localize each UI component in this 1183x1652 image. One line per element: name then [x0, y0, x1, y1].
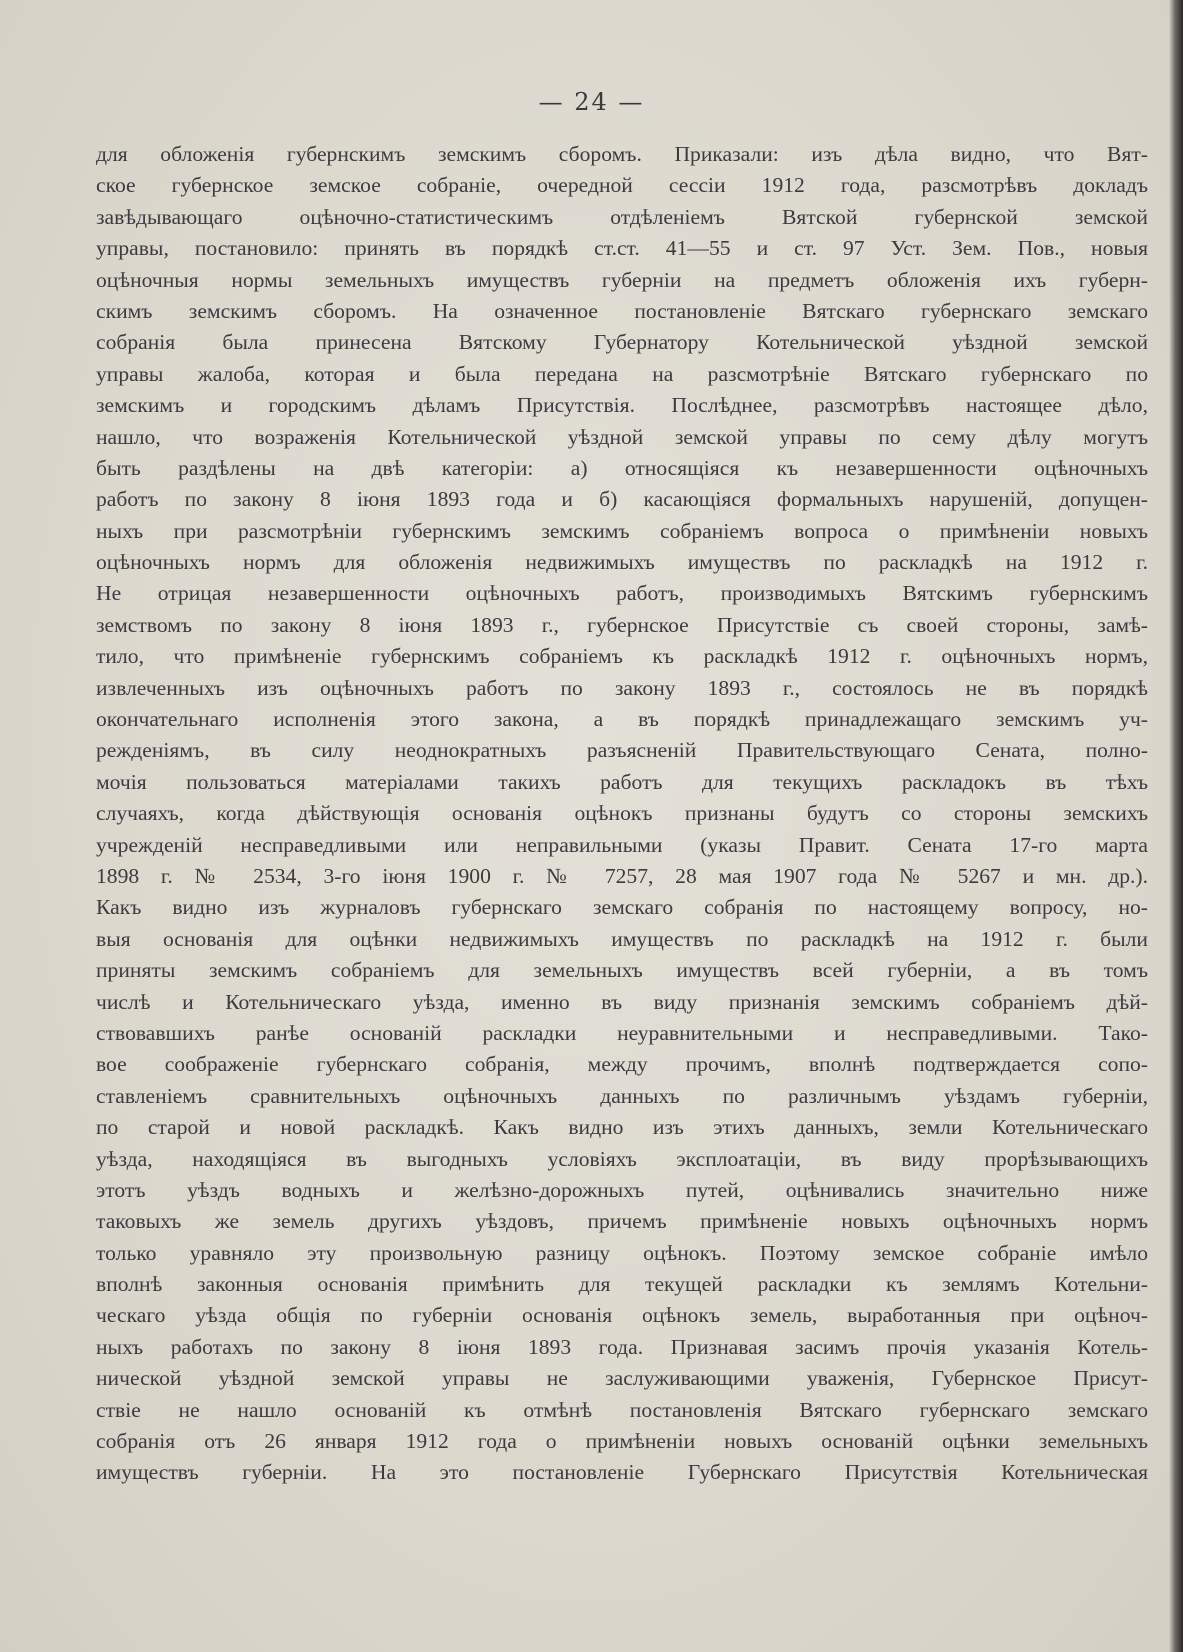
text-line: тило, что примѣненіе губернскимъ собраніемъ къ раскладкѣ 1912 г. оцѣночныхъ нормъ,: [96, 644, 1148, 669]
text-line: Не отрицая незавершенности оцѣночныхъ работъ, производимыхъ Вятскимъ губернскимъ: [96, 581, 1148, 606]
text-line: земскимъ и городскимъ дѣламъ Присутствія. Послѣднее, разсмотрѣвъ настоящее дѣло,: [96, 393, 1148, 418]
text-line: скимъ земскимъ сборомъ. На означенное постановленіе Вятскаго губернскаго земскаго: [96, 298, 1148, 323]
text-line: оцѣночныхъ нормъ для обложенія недвижимыхъ имуществъ по раскладкѣ на 1912 г.: [96, 550, 1148, 575]
text-line: случаяхъ, когда дѣйствующія основанія оцѣнокъ признаны будутъ со стороны земскихъ: [96, 801, 1148, 826]
text-line: имуществъ губерніи. На это постановленіе Губернскаго Присутствія Котельническая: [96, 1460, 1148, 1485]
text-line: ставленіемъ сравнительныхъ оцѣночныхъ данныхъ по различнымъ уѣздамъ губерніи,: [96, 1083, 1148, 1108]
text-line: ское губернское земское собраніе, очередной сессіи 1912 года, разсмотрѣвъ докладъ: [96, 173, 1148, 198]
text-line: ствіе не нашло основаній къ отмѣнѣ постановленія Вятскаго губернскаго земскаго: [96, 1397, 1148, 1422]
text-line: управы, постановило: принять въ порядкѣ ст.ст. 41—55 и ст. 97 Уст. Зем. Пов., новыя: [96, 236, 1148, 261]
text-line: ныхъ работахъ по закону 8 іюня 1893 года. Признавая засимъ прочія указанія Котель-: [96, 1334, 1148, 1359]
text-line: управы жалоба, которая и была передана на разсмотрѣніе Вятскаго губернскаго по: [96, 361, 1148, 386]
text-line: режденіямъ, въ силу неоднократныхъ разъясненій Правительствующаго Сената, полно-: [96, 738, 1148, 763]
page-edge-shadow: [1169, 0, 1183, 1652]
text-line: 1898 г. № 2534, 3-го іюня 1900 г. № 7257, 28 мая 1907 года № 5267 и мн. др.).: [96, 863, 1148, 888]
text-line: этотъ уѣздъ водныхъ и желѣзно-дорожныхъ путей, оцѣнивались значительно ниже: [96, 1177, 1148, 1202]
text-line: быть раздѣлены на двѣ категоріи: а) относящіяся къ незавершенности оцѣночныхъ: [96, 455, 1148, 480]
text-line: собранія отъ 26 января 1912 года о примѣненіи новыхъ основаній оцѣнки земельныхъ: [96, 1429, 1148, 1454]
text-line: Какъ видно изъ журналовъ губернскаго земскаго собранія по настоящему вопросу, но-: [96, 895, 1148, 920]
body-text: [96, 139, 1148, 1489]
text-line: таковыхъ же земель другихъ уѣздовъ, причемъ примѣненіе новыхъ оцѣночныхъ нормъ: [96, 1209, 1148, 1234]
text-line: выя основанія для оцѣнки недвижимыхъ имуществъ по раскладкѣ на 1912 г. были: [96, 926, 1148, 951]
text-line: для обложенія губернскимъ земскимъ сборомъ. Приказали: изъ дѣла видно, что Вят-: [96, 142, 1148, 166]
page-number: — 24 —: [538, 88, 645, 116]
text-line: ныхъ при разсмотрѣніи губернскимъ земскимъ собраніемъ вопроса о примѣненіи новыхъ: [96, 518, 1148, 543]
text-line: оцѣночныя нормы земельныхъ имуществъ губерніи на предметъ обложенія ихъ губерн-: [96, 267, 1148, 292]
text-line: земствомъ по закону 8 іюня 1893 г., губернское Присутствіе съ своей стороны, замѣ-: [96, 612, 1148, 637]
text-line: завѣдывающаго оцѣночно-статистическимъ отдѣленіемъ Вятской губернской земской: [96, 204, 1148, 229]
text-line: нической уѣздной земской управы не заслуживающими уваженія, Губернское Присут-: [96, 1366, 1148, 1391]
text-line: приняты земскимъ собраніемъ для земельныхъ имуществъ всей губерніи, а въ томъ: [96, 958, 1148, 983]
text-line: ческаго уѣзда общія по губерніи основанія оцѣнокъ земель, выработанныя при оцѣноч-: [96, 1303, 1148, 1328]
text-line: вполнѣ законныя основанія примѣнить для текущей раскладки къ землямъ Котельни-: [96, 1272, 1148, 1297]
text-line: только уравняло эту произвольную разницу оцѣнокъ. Поэтому земское собраніе имѣло: [96, 1240, 1148, 1265]
text-line: ствовавшихъ ранѣе основаній раскладки неуравнительными и несправедливыми. Тако-: [96, 1020, 1148, 1045]
text-line: мочія пользоваться матеріалами такихъ работъ для текущихъ раскладокъ въ тѣхъ: [96, 769, 1148, 794]
text-line: окончательнаго исполненія этого закона, а въ порядкѣ принадлежащаго земскимъ уч-: [96, 707, 1148, 732]
text-line: нашло, что возраженія Котельнической уѣздной земской управы по сему дѣлу могутъ: [96, 424, 1148, 449]
text-line: уѣзда, находящіяся въ выгодныхъ условіяхъ эксплоатаціи, въ виду прорѣзывающихъ: [96, 1146, 1148, 1171]
text-line: числѣ и Котельническаго уѣзда, именно въ виду признанія земскимъ собраніемъ дѣй-: [96, 989, 1148, 1014]
text-line: извлеченныхъ изъ оцѣночныхъ работъ по закону 1893 г., состоялось не въ порядкѣ: [96, 675, 1148, 700]
text-line: по старой и новой раскладкѣ. Какъ видно изъ этихъ данныхъ, земли Котельническаго: [96, 1115, 1148, 1140]
text-line: вое соображеніе губернскаго собранія, между прочимъ, вполнѣ подтверждается сопо-: [96, 1052, 1148, 1077]
text-line: работъ по закону 8 іюня 1893 года и б) касающіяся формальныхъ нарушеній, допущен-: [96, 487, 1148, 512]
text-line: учрежденій несправедливыми или неправильными (указы Правит. Сената 17-го марта: [96, 832, 1148, 857]
text-line: собранія была принесена Вятскому Губернатору Котельнической уѣздной земской: [96, 330, 1148, 355]
